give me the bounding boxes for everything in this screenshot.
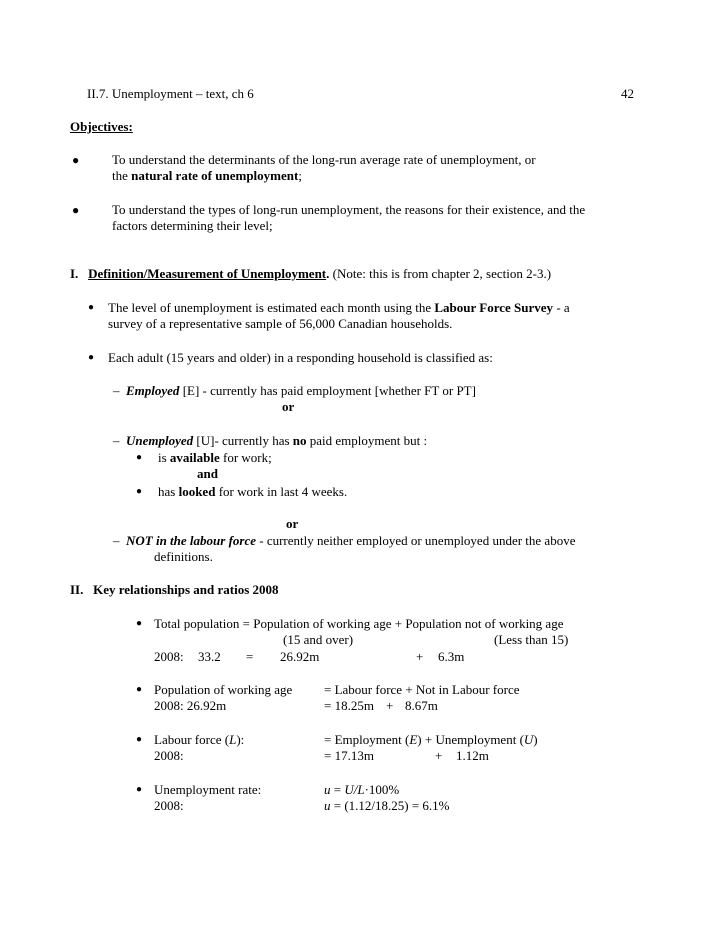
bullet-icon: ●	[136, 684, 143, 695]
relationship-4-year: 2008:	[154, 798, 184, 813]
relationship-2-lf: = 18.25m	[324, 698, 374, 713]
relationship-1-working: 26.92m	[280, 649, 320, 664]
relationship-1-plus: +	[416, 649, 424, 664]
bullet-icon: ●	[136, 784, 143, 795]
page-number: 42	[621, 86, 634, 101]
relationship-1-sub-b: (Less than 15)	[494, 632, 569, 647]
nilf-line: – NOT in the labour force - currently neither employed or unemployed under the above	[113, 533, 576, 548]
section-2-heading: II. Key relationships and ratios 2008	[70, 582, 279, 597]
relationship-2-left: Population of working age	[154, 682, 293, 697]
relationship-4-formula: u = U/L·100%	[324, 782, 400, 797]
relationship-1: Total population = Population of working age + Population not of working age	[154, 616, 564, 631]
section-1-heading: I. Definition/Measurement of Unemployment. (Note: this is from chapter 2, section 2-3.)	[70, 266, 552, 281]
bullet-icon: ●	[136, 452, 143, 463]
relationship-1-eq: =	[246, 649, 254, 664]
objective-1-line2: the natural rate of unemployment;	[112, 168, 302, 183]
looked-criterion: has looked for work in last 4 weeks.	[158, 484, 348, 499]
relationship-3-year: 2008:	[154, 748, 184, 763]
relationship-1-total: 33.2	[198, 649, 221, 664]
bullet-icon: ●	[136, 618, 143, 629]
objective-1-line1: To understand the determinants of the long-run average rate of unemployment, or	[112, 152, 536, 167]
bullet-icon: ●	[88, 302, 95, 313]
or-connector-1: or	[282, 399, 295, 414]
or-connector-2: or	[286, 516, 299, 531]
available-criterion: is available for work;	[158, 450, 272, 465]
relationship-2-plus: +	[386, 698, 394, 713]
relationship-3-emp: = 17.13m	[324, 748, 374, 763]
relationship-3-unemp: 1.12m	[456, 748, 489, 763]
objective-2-line1: To understand the types of long-run unemployment, the reasons for their existence, and the	[112, 202, 586, 217]
relationship-2-nilf: 8.67m	[405, 698, 438, 713]
unemployed-line: – Unemployed [U]- currently has no paid employment but :	[113, 433, 428, 448]
nilf-line-2: definitions.	[154, 549, 213, 564]
and-connector: and	[197, 466, 218, 481]
relationship-1-year: 2008:	[154, 649, 184, 664]
employed-line: – Employed [E] - currently has paid employment [whether FT or PT]	[113, 383, 476, 398]
relationship-4-left: Unemployment rate:	[154, 782, 262, 797]
bullet-icon: ●	[72, 203, 80, 217]
objectives-heading: Objectives:	[70, 119, 133, 134]
relationship-2-year: 2008: 26.92m	[154, 698, 227, 713]
section-1-bullet-2: Each adult (15 years and older) in a responding household is classified as:	[108, 350, 493, 365]
section-1-bullet-1: The level of unemployment is estimated each month using the Labour Force Survey - a	[108, 300, 570, 315]
bullet-icon: ●	[136, 734, 143, 745]
relationship-1-sub-a: (15 and over)	[283, 632, 354, 647]
objective-2-line2: factors determining their level;	[112, 218, 273, 233]
page-header-title: II.7. Unemployment – text, ch 6	[87, 86, 254, 101]
bullet-icon: ●	[136, 486, 143, 497]
relationship-3-right: = Employment (E) + Unemployment (U)	[324, 732, 538, 747]
relationship-1-notworking: 6.3m	[438, 649, 465, 664]
section-1-bullet-1-line2: survey of a representative sample of 56,000 Canadian households.	[108, 316, 453, 331]
relationship-3-left: Labour force (L):	[154, 732, 245, 747]
relationship-2-right: = Labour force + Not in Labour force	[324, 682, 520, 697]
bullet-icon: ●	[72, 153, 80, 167]
bullet-icon: ●	[88, 352, 95, 363]
relationship-3-plus: +	[435, 748, 443, 763]
relationship-4-calc: u = (1.12/18.25) = 6.1%	[324, 798, 450, 813]
